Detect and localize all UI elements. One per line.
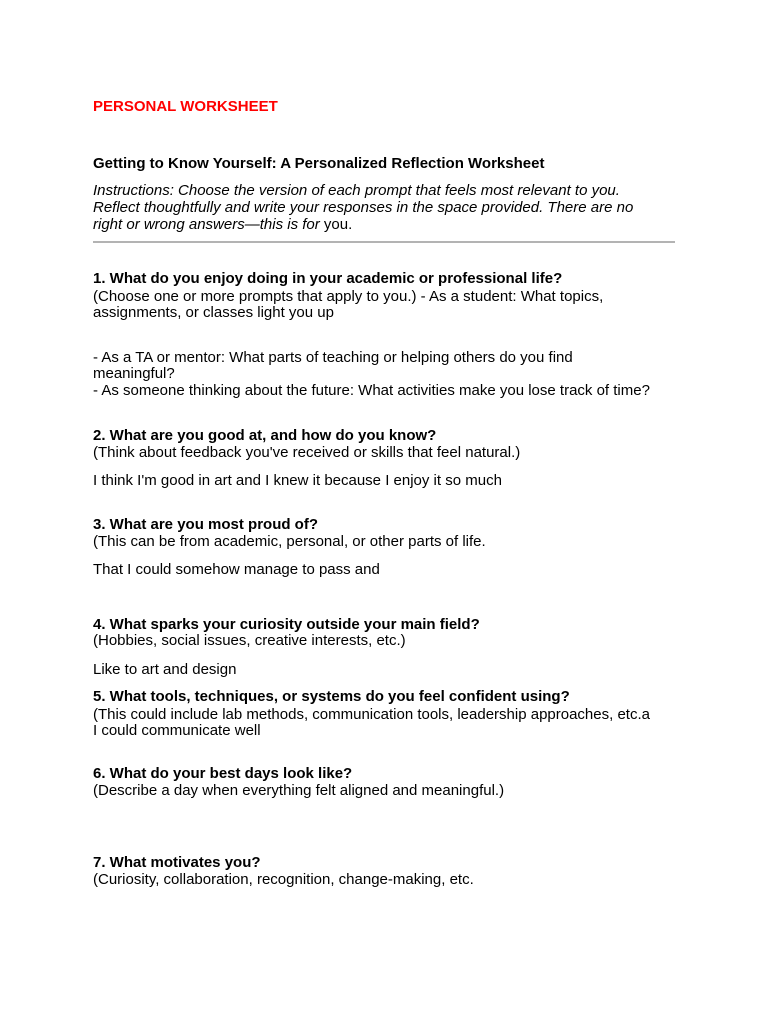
question-1-heading: 1. What do you enjoy doing in your academic or professional life? <box>93 270 563 287</box>
instructions-line-3-plain: you. <box>323 216 353 233</box>
question-5-heading: 5. What tools, techniques, or systems do you feel confident using? <box>93 688 570 705</box>
question-3-hint: (This can be from academic, personal, or other parts of life. <box>93 533 486 550</box>
question-5-hint: (This could include lab methods, communication tools, leadership approaches, etc.a <box>93 706 650 723</box>
question-1-option-1: - As a TA or mentor: What parts of teaching or helping others do you find <box>93 349 573 366</box>
question-1-hint-line-1: (Choose one or more prompts that apply to you.) - As a student: What topics, <box>93 288 604 305</box>
question-1-hint-line-2: assignments, or classes light you up <box>93 304 334 321</box>
question-6-hint: (Describe a day when everything felt aligned and meaningful.) <box>93 782 505 799</box>
question-7-hint: (Curiosity, collaboration, recognition, change-making, etc. <box>93 871 474 888</box>
instructions-line-3 <box>93 216 352 233</box>
question-2-heading: 2. What are you good at, and how do you know? <box>93 427 437 444</box>
instructions-line-2: Reflect thoughtfully and write your responses in the space provided. There are no <box>93 199 634 216</box>
question-4-heading: 4. What sparks your curiosity outside your main field? <box>93 616 480 633</box>
question-3-heading: 3. What are you most proud of? <box>93 516 319 533</box>
question-2-hint: (Think about feedback you've received or skills that feel natural.) <box>93 444 521 461</box>
question-3-answer: That I could somehow manage to pass and <box>93 561 380 578</box>
instructions-line-3-italic: right or wrong answers—this is for <box>93 216 324 233</box>
question-1-option-2: - As someone thinking about the future: What activities make you lose track of time? <box>93 382 650 399</box>
question-4-hint: (Hobbies, social issues, creative interests, etc.) <box>93 632 406 649</box>
instructions-line-1: Instructions: Choose the version of each prompt that feels most relevant to you. <box>93 182 620 199</box>
question-4-answer: Like to art and design <box>93 661 237 678</box>
worksheet-subtitle: Getting to Know Yourself: A Personalized Reflection Worksheet <box>93 155 545 172</box>
question-6-heading: 6. What do your best days look like? <box>93 765 353 782</box>
question-1-option-1-cont: meaningful? <box>93 365 175 382</box>
divider <box>93 241 675 243</box>
worksheet-title: PERSONAL WORKSHEET <box>93 98 278 115</box>
question-5-answer: I could communicate well <box>93 722 261 739</box>
question-7-heading: 7. What motivates you? <box>93 854 261 871</box>
question-2-answer: I think I'm good in art and I knew it because I enjoy it so much <box>93 472 502 489</box>
